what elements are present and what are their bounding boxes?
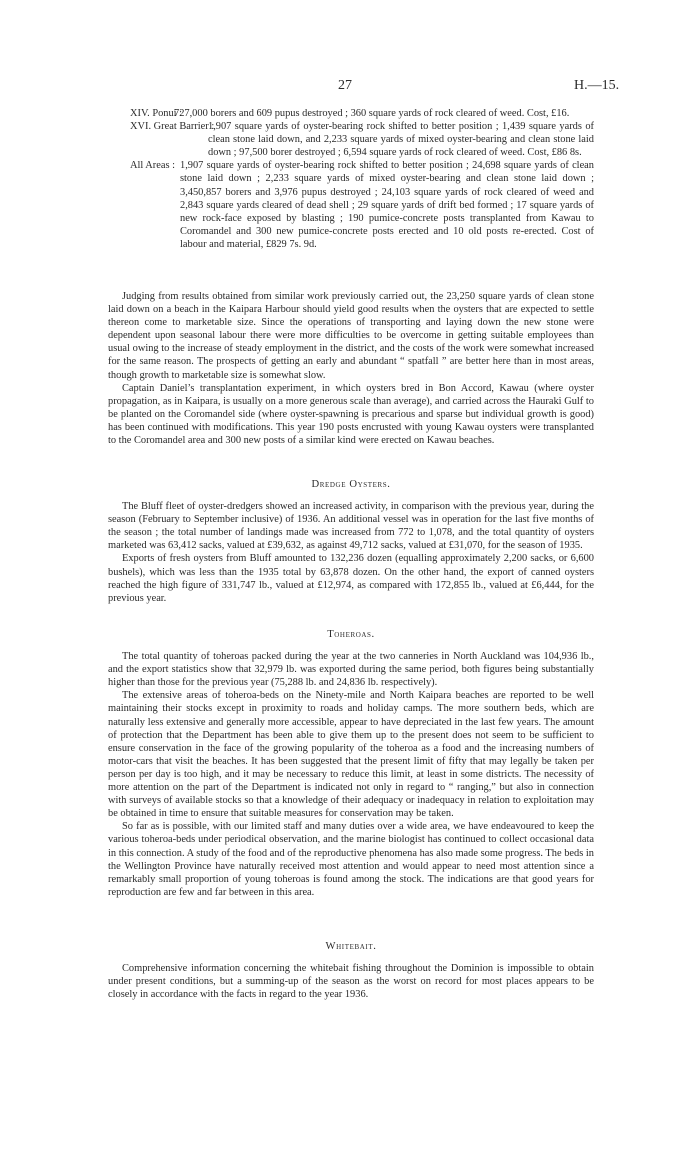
section-dredge-oysters xyxy=(108,478,594,605)
document-reference: H.—15. xyxy=(574,78,620,93)
paragraph: Judging from results obtained from similar work previously carried out, the 23,250 square yards of clean stone laid down on a beach in the Kaipara Harbour should yield good results when the oysters that are expected to settle thereon come to marketable size. Since the operations of transporting and laying down the new stone were dependent upon seasonal labour there were more difficulties to be overcome in getting suitable employees than usual owing to the increase of steady employment in the district, and the costs of the work were somewhat increased for the same reason. The prospects of getting an early and abundant “ spatfall ” are better here than in most areas, though growth to marketable size is somewhat slow. xyxy=(108,291,594,381)
area-entry-ponui xyxy=(108,107,594,120)
paragraph: Exports of fresh oysters from Bluff amounted to 132,236 dozen (equalling approximately 2,200 sacks, or 6,600 bushels), which was less than the 1935 total by 63,878 dozen. On the other hand, the export of canned oysters reached the high figure of 331,747 lb., valued at £12,974, as compared with 172,855 lb., valued at £6,444, for the previous year. xyxy=(108,553,594,604)
page-number: 27 xyxy=(338,78,352,93)
paragraph: Comprehensive information concerning the whitebait fishing throughout the Dominion is impossible to obtain under present conditions, but a summing-up of the season as the worst on record for most places appears to be closely in accordance with the facts in regard to the year 1936. xyxy=(108,963,594,1001)
intro-section xyxy=(108,290,594,447)
section-whitebait xyxy=(108,940,594,1001)
section-toheroas xyxy=(108,628,594,899)
area-entry-label: XVI. Great Barrier : xyxy=(130,121,215,133)
paragraph: The total quantity of toheroas packed during the year at the two canneries in North Auckland was 104,936 lb., and the export statistics show that 32,979 lb. was exported during the same period, both figures being substantially higher than those for the previous year (75,288 lb. and 24,836 lb. respectively). xyxy=(108,651,594,689)
area-entry-great-barrier xyxy=(108,120,594,159)
section-heading: Whitebait. xyxy=(325,941,377,952)
area-entry-text: 1,907 square yards of oyster-bearing rock shifted to better position ; 24,698 square yards of clean stone laid down ; 2,233 square yards of mixed oyster-bearing and clean stone laid down ; 3,450,857 borers and 3,976 pupus destroyed ; 24,103 square yards of rock cleared of weed and 2,843 square yards cleared of dead shell ; 29 square yards of drift bed formed ; 17 square yards of new rock-face exposed by blasting ; 190 pumice-concrete posts transplanted from Kawau to Coromandel and 300 new pumice-concrete posts erected and 10 old posts re-erected. Cost of labour and material, £829 7s. 9d. xyxy=(180,160,594,250)
area-entry-label: XIV. Ponui : xyxy=(130,108,183,119)
area-entry-label: All Areas : xyxy=(130,160,176,172)
paragraph: The Bluff fleet of oyster-dredgers showed an increased activity, in comparison with the previous year, during the season (February to September inclusive) of 1936. An additional vessel was in operation for the last five months of the season ; the total number of landings made was increased from 772 to 1,078, and the total quantity of oysters marketed was 63,412 sacks, valued at £39,632, as against 49,712 sacks, valued at £31,070, for the season of 1935. xyxy=(108,501,594,552)
area-entry-text: 1,907 square yards of oyster-bearing rock shifted to better position ; 1,439 square yards of clean stone laid down, and 2,233 square yards of mixed oyster-bearing and clean stone laid down ; 97,500 borer destroyed ; 6,594 square yards of rock cleared of weed. Cost, £86 8s. xyxy=(208,121,594,159)
area-entry-all-areas xyxy=(108,159,594,251)
paragraph: Captain Daniel’s transplantation experiment, in which oysters bred in Bon Accord, Kawau (where oyster propagation, as in Kaipara, is usually on a more generous scale than average), and carried across the Hauraki Gulf to be planted on the Coromandel side (where oyster-spawning is precarious and sparse but individual growth is good) has been continued with modifications. This year 190 posts encrusted with young Kawau oysters were transplanted to the Coromandel area and 300 new posts of a similar kind were erected on Kawau beaches. xyxy=(108,382,594,447)
paragraph: The extensive areas of toheroa-beds on the Ninety-mile and North Kaipara beaches are reported to be well maintaining their stocks except in proximity to roads and holiday camps. The more southern beds, which are naturally less extensive and generally more accessible, appear to have depreciated in the last few years. The amount of protection that the Department has been able to give them up to the present does not seem to be sufficient to ensure conservation in the face of the growing popularity of the toheroa as a food and the increasing numbers of motor-cars that visit the beaches. It has been suggested that the present limit of fifty that may legally be taken per person per day is too high, and it may be necessary to reduce this limit, at least in some districts. The necessity of more attention on the part of the Department is indicated not only in regard to “ ranging,” but also in connection with surveys of available stocks so that a knowledge of their adequacy or inadequacy in relation to exploitation may be obtained in time to ensure that suitable measures for conservation may be taken. xyxy=(108,690,594,820)
area-entries xyxy=(108,107,594,251)
section-heading: Dredge Oysters. xyxy=(311,479,391,490)
paragraph: So far as is possible, with our limited staff and many duties over a wide area, we have endeavoured to keep the various toheroa-beds under periodical observation, and the marine biologist has continued to collect occasional data in this connection. A study of the food and of the reproductive phenomena has also made some progress. The beds in the Wellington Province have naturally received most attention and would appear to need most attention since a remarkably small proportion of young toheroas is found among the stock. The indications are that good years for reproduction are few and far between in this area. xyxy=(108,821,594,898)
area-entry-text: 727,000 borers and 609 pupus destroyed ; 360 square yards of rock cleared of weed. Cost, £16. xyxy=(174,108,570,119)
section-heading: Toheroas. xyxy=(327,629,375,640)
